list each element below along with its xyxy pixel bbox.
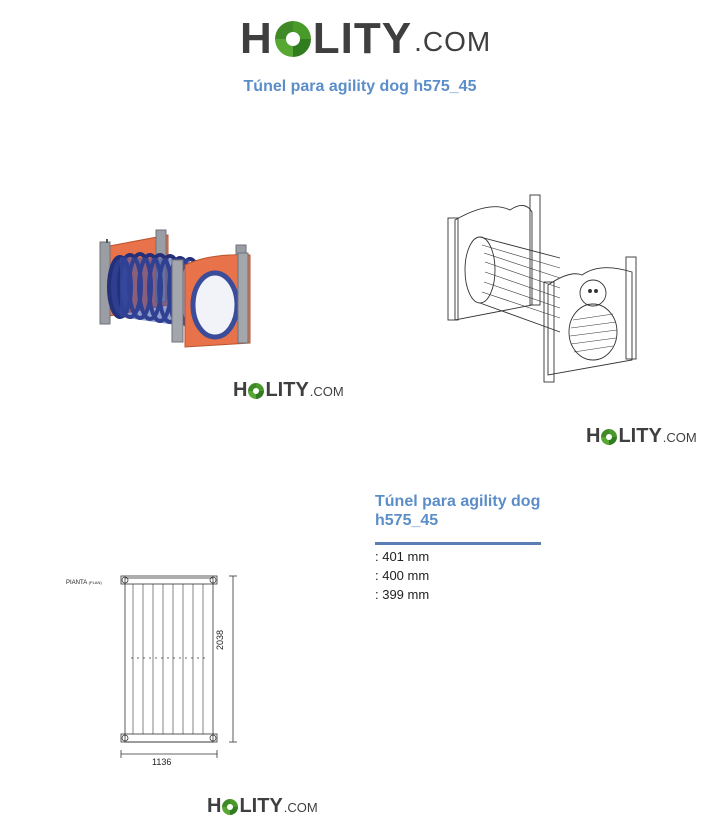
- plan-label: [66, 580, 102, 586]
- plan-label-text: PIANTA: [66, 580, 87, 586]
- page-title: Túnel para agility dog h575_45: [243, 78, 477, 95]
- brand-logo-pre: H: [207, 795, 222, 817]
- product-line-drawing: [440, 190, 640, 385]
- spec-item: : 400 mm: [375, 568, 430, 583]
- brand-logo-o-icon: [222, 799, 238, 815]
- plan-height: 2038: [215, 629, 225, 650]
- brand-logo-com: .COM: [283, 800, 318, 815]
- spec-title: Túnel para agility dog h575_45: [375, 493, 541, 529]
- plan-label-small: (PLAN): [88, 580, 102, 585]
- brand-logo-com: .COM: [414, 26, 492, 57]
- brand-logo-pre: H: [233, 379, 248, 401]
- spec-divider: [375, 542, 541, 545]
- brand-logo-post: LITY: [239, 795, 283, 817]
- spec-item: : 401 mm: [375, 549, 430, 564]
- brand-logo-post: LITY: [618, 425, 662, 447]
- spec-list: [375, 547, 429, 604]
- brand-logo-post: LITY: [312, 14, 413, 63]
- brand-logo-small-1[interactable]: [233, 379, 344, 402]
- brand-logo-small-3[interactable]: [207, 795, 318, 818]
- plan-width: 1136: [152, 757, 172, 767]
- brand-logo-com: .COM: [662, 430, 697, 445]
- product-render-image: [90, 225, 265, 360]
- spec-item: : 399 mm: [375, 587, 430, 602]
- plan-drawing: [115, 570, 245, 770]
- brand-logo-post: LITY: [265, 379, 309, 401]
- brand-logo-com: .COM: [309, 384, 344, 399]
- brand-logo-o-icon: [275, 21, 311, 57]
- brand-logo-o-icon: [601, 429, 617, 445]
- brand-logo-pre: H: [586, 425, 601, 447]
- brand-logo-small-2[interactable]: [586, 425, 697, 448]
- brand-logo-pre: H: [240, 14, 273, 63]
- brand-logo[interactable]: [240, 14, 491, 64]
- brand-logo-o-icon: [248, 383, 264, 399]
